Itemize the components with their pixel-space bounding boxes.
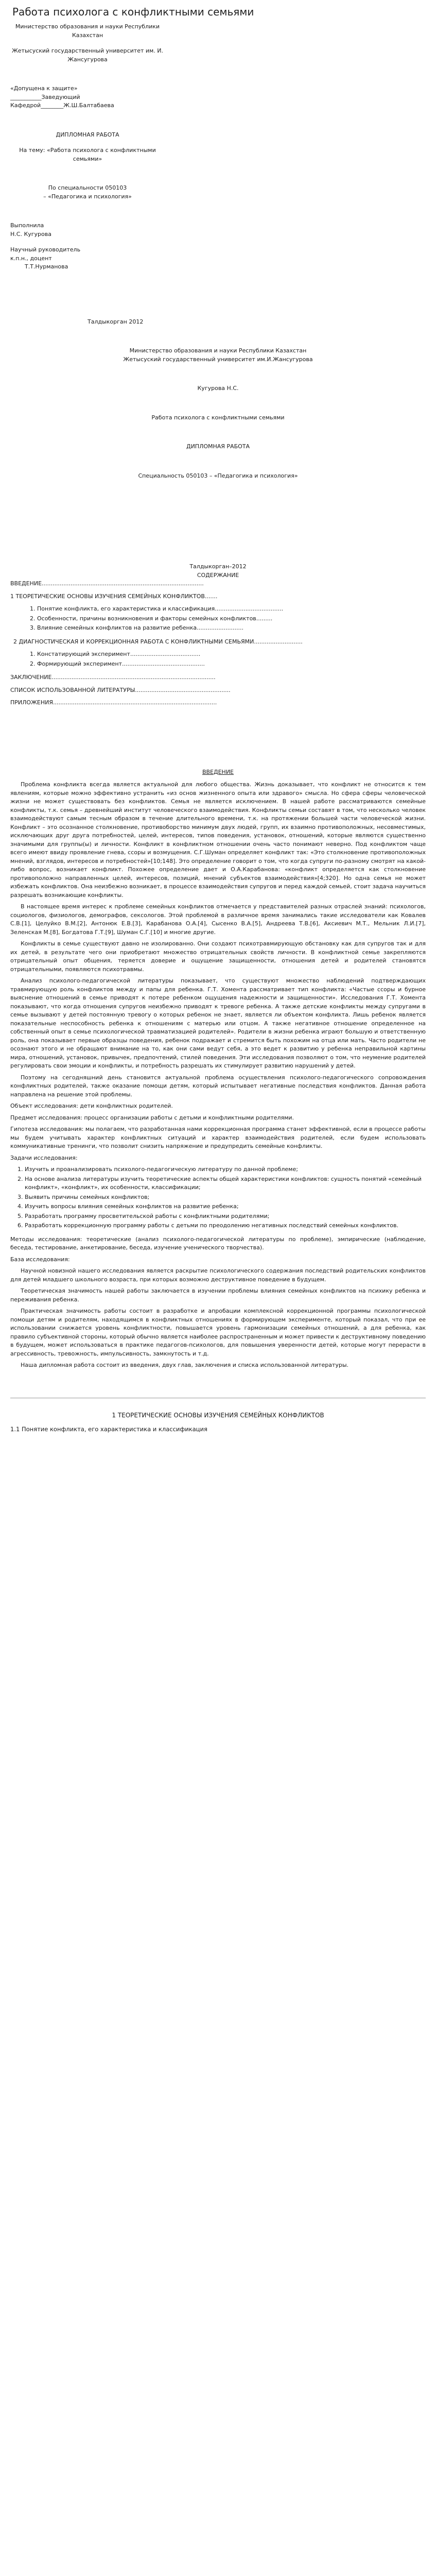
research-subject: Предмет исследования: процесс организации работы с детьми и конфликтными родителями. bbox=[10, 1114, 294, 1121]
chapter-1 bbox=[10, 1411, 426, 1434]
section-1-1-heading: 1.1 Понятие конфликта, его характеристика и классификация bbox=[10, 1425, 207, 1433]
research-object: Объект исследования: дети конфликтных родителей. bbox=[10, 1103, 173, 1109]
specialty-label: По специальности 050103 bbox=[48, 184, 127, 191]
toc-item-2-1[interactable]: 1. Констатирующий эксперимент....................................... bbox=[37, 650, 426, 659]
research-base: База исследования: bbox=[10, 1256, 70, 1263]
supervisor-label: Научный руководитель bbox=[10, 246, 81, 253]
list-item: 4. Изучить вопросы влияния семейных конфликтов на развитие ребенка; bbox=[25, 1202, 426, 1211]
supervisor-name: Т.Т.Нурманова bbox=[25, 263, 68, 270]
toc-chapter-1[interactable]: 1 ТЕОРЕТИЧЕСКИЕ ОСНОВЫ ИЗУЧЕНИЯ СЕМЕЙНЫХ КОНФЛИКТОВ....... bbox=[10, 592, 218, 600]
intro-paragraph: В настоящее время интерес к проблеме семейных конфликтов отмечается у представителей разных отраслей знаний: психологов, социологов, физиологов, демографов, сексологов. Этой проблемой в различное время занимались такие исследователи как Ковалев С.В.[1], Целуйко В.М.[2], Антонюк Е.В.[3], Карабанова О.А.[4], Сысенко В.А.[5], Андреева Т.В.[6], Аксиевич М.Т., Мельник Л.И.[7], Зеленская М.[8], Богдатова Г.Т.[9], Шуман С.Г.[10] и многие другие. bbox=[10, 903, 426, 936]
document-page bbox=[10, 0, 426, 1458]
head-line: ___________Заведующий bbox=[10, 93, 80, 100]
performer-name: Н.С. Кугурова bbox=[10, 230, 51, 238]
toc-item-1-2[interactable]: 2. Особенности, причины возникновения и факторы семейных конфликтов......... bbox=[37, 615, 426, 623]
chapter-1-heading: 1 ТЕОРЕТИЧЕСКИЕ ОСНОВЫ ИЗУЧЕНИЯ СЕМЕЙНЫХ КОНФЛИКТОВ bbox=[112, 1411, 324, 1419]
list-item: 6. Разработать коррекционную программу работы с детьми по преодолению негативных последствий семейных конфликтов. bbox=[25, 1222, 426, 1230]
toc-conclusion[interactable]: ЗАКЛЮЧЕНИЕ........................................................................................... bbox=[10, 674, 216, 681]
toc-chapter-1-items bbox=[29, 605, 426, 633]
intro-paragraph: Проблема конфликта всегда является актуальной для любого общества. Жизнь доказывает, что конфликт не относится к тем явлениям, которые можно эффективно устранить «из основ жизненного опыта или здравого» смысла. Но сфера сферы человеческой жизни не может существовать без конфликтов. Семья не является исключением. В нашей работе рассматриваются семейные конфликты, т.к. семья – древнейший институт человеческого взаимодействия. Конфликты семьи составят в том, что несколько человек взаимодействуют самым тесным образом в течение длительного времени, т.к. на протяжении большей части человеческой жизни. Конфликт – это осознанное столкновение, противоборство минимум двух людей, групп, их взаимно противоположных, несовместимых, исключающих друг друга потребностей, целей, интересов, типов поведения, установок, отношений, которые являются существенно значимыми для группы(ы) и личности. Конфликт в конфликтном отношении очень часто понимают неверно. Под конфликтом чаще всего имеют ввиду проявление гнева, ссоры и возмущения. С.Г.Шуман определяет конфликт так: «Это столкновение противоположных мнений, взглядов, интересов и потребностей»[10;148]. Это определение говорит о том, что когда супруги по-разному смотрят на какой-либо вопрос, возникает конфликт. Похожее определение дает и О.А.Карабанова: «конфликт определяется как столкновение противоположно направленных целей, интересов, позиций, мнений субъектов взаимодействия»[4;320]. Но одна семья не может избежать конфликтов. Она неизбежно возникает, в процессе взаимодействия супругов и перед каждой семьей, стоит задача научиться разрешать возникающие конфликты. bbox=[10, 781, 426, 899]
ministry-name: Министерство образования и науки Республики Казахстан bbox=[15, 23, 160, 39]
work-type-2: ДИПЛОМНАЯ РАБОТА bbox=[186, 443, 250, 450]
table-of-contents bbox=[10, 571, 426, 707]
toc-heading: СОДЕРЖАНИЕ bbox=[197, 571, 239, 579]
title-page bbox=[10, 23, 426, 326]
admit-label: «Допущена к защите» bbox=[10, 85, 78, 92]
toc-chapter-2-items bbox=[29, 650, 426, 668]
specialty-name: – «Педагогика и психология» bbox=[43, 193, 132, 200]
intro-paragraph: Конфликты в семье существуют давно не изолированно. Они создают психотравмирующую обстановку как для супругов так и для их детей, в результате чего они приобретают множество отрицательных свойств личности. В конфликтной семье закрепляются отрицательный опыт общения, теряется доверие и ощущение защищенности, отношения детей и родителей становятся отрицательными, появляются психотравмы. bbox=[10, 940, 426, 973]
city-year: Талдыкорган 2012 bbox=[88, 318, 144, 325]
work-topic: На тему: «Работа психолога с конфликтными семьями» bbox=[19, 147, 156, 162]
university-name-2: Жетысуский государственный университет им.И.Жансугурова bbox=[123, 355, 313, 363]
research-hypothesis: Гипотеза исследования: мы полагаем, что разработанная нами коррекционная программа станет эффективной, если в процессе работы мы будем учитывать характер конфликтных ситуаций и характер взаимодействия родителей, если будем использовать коммуникативные тренинги, что позволит снизить напряжение и предупредить семейные конфликты. bbox=[10, 1126, 426, 1149]
toc-chapter-2[interactable]: 2 ДИАГНОСТИЧЕСКАЯ И КОРРЕКЦИОННАЯ РАБОТА С КОНФЛИКТНЫМИ СЕМЬЯМИ........................... bbox=[13, 638, 303, 645]
list-item: 1. Изучить и проанализировать психолого-педагогическую литературу по данной проблеме; bbox=[25, 1165, 426, 1174]
toc-appendix[interactable]: ПРИЛОЖЕНИЯ........................................................................................... bbox=[10, 699, 217, 706]
ministry-name-2: Министерство образования и науки Республики Казахстан bbox=[129, 347, 307, 354]
toc-item-2-2[interactable]: 2. Формирующий эксперимент.............................................. bbox=[37, 660, 426, 669]
intro-paragraph: Анализ психолого-педагогической литературы показывает, что существуют множество наблюдений подтверждающих травмирующую роль конфликтов между и папы для ребенка. Г.Т. Хомента рассматривает тип конфликта: «Частые ссоры и бурное выяснение отношений в семье приводят к потере ребенком ощущения надежности и защищенности». Исследования Г.Т. Хомента показывают, что когда отношения супругов неизбежно приводят к тревоге ребенка. А также детские конфликты между супругами в семье вызывают у детей постоянную тревогу о которых ребенок не знает, является ли объектом конфликта. Лишь ребенок является показательные неспособность ребенка к отношениям с матерью или отцом. А также негативное отношение определенное на собственный опыт в семье психологической травматизацией родителей». Родители в жизни ребенка играют большую и ответственную роль, она показывает первые образцы поведения, ребенок подражает и стремится быть похожим на отца или мать. Часто родители не осознают этого и не обращают внимание на то, как они сами ведут себя, а это ведет к развитию у ребенка неправильной картины мира, отношений, установок, привычек, предпочтений, стилей поведения. Эти исследования позволяют о том, что неумение родителей регулировать свои эмоции и конфликты, и потребность разрешать их стимулирует развитию нарушений у детей. bbox=[10, 977, 426, 1069]
toc-item-1-1[interactable]: 1. Понятие конфликта, его характеристика и классификация...................................... bbox=[37, 605, 426, 614]
university-name: Жетысуский государственный университет им. И. Жансугурова bbox=[11, 47, 164, 63]
list-item: 2. На основе анализа литературы изучить теоретические аспекты общей характеристики конфликтов: сущность понятий «семейный конфликт», «конфликт», их особенности, классификации; bbox=[25, 1175, 426, 1192]
practical-significance: Практическая значимость работы состоит в разработке и апробации комплексной коррекционной программы психологической помощи детям и родителям, находящимся в конфликтных отношениях в формирующем эксперименте, который показал, что при ее использовании снижается уровень конфликтности, повышается уровень гармонизации семейных отношений, а для ребенка, как правило субъективной стороны, который обычно является наиболее распространенным и может привести к деструктивному поведению в будущем, может использоваться в практике педагогов-психологов, для повышения уверенности детей, которые могут перерасти в агрессивность, тревожность, импульсивность, замкнутость и т.д. bbox=[10, 1308, 426, 1357]
supervisor-degree: к.п.н., доцент bbox=[10, 255, 52, 262]
research-tasks-label: Задачи исследования: bbox=[10, 1154, 78, 1161]
research-tasks-list bbox=[25, 1165, 426, 1230]
toc-bibliography[interactable]: СПИСОК ИСПОЛЬЗОВАННОЙ ЛИТЕРАТУРЫ..................................................... bbox=[10, 686, 231, 693]
research-novelty: Научной новизной нашего исследования является раскрытие психологического содержания последствий родительских конфликтов для детей младшего школьного возраста, при которых возможно деструктивное поведение в будущем. bbox=[10, 1267, 426, 1283]
research-methods: Методы исследования: теоретические (анализ психолого-педагогической литературы по проблеме), эмпирические (наблюдение, беседа, тестирование, анкетирование, беседа, изучение ученического творчества). bbox=[10, 1235, 426, 1251]
work-topic-2: Работа психолога с конфликтными семьями bbox=[151, 414, 285, 421]
toc-item-1-3[interactable]: 3. Влияние семейных конфликтов на развитие ребенка.......................... bbox=[37, 624, 426, 633]
intro-heading: ВВЕДЕНИЕ bbox=[202, 768, 234, 775]
specialty-2: Специальность 050103 – «Педагогика и психология» bbox=[138, 472, 298, 479]
work-type: ДИПЛОМНАЯ РАБОТА bbox=[56, 131, 119, 138]
intro-paragraph: Поэтому на сегодняшний день становится актуальной проблема осуществления психолого-педагогического сопровождения конфликтных родителей, также оказание помощи детям, который испытывает негативные последствия конфликтов. Данная работа направлена на решение этой проблемы. bbox=[10, 1074, 426, 1098]
work-structure: Наша дипломная работа состоит из введения, двух глав, заключения и списка использованной литературы. bbox=[21, 1362, 349, 1368]
document-title: Работа психолога с конфликтными семьями bbox=[12, 6, 254, 18]
performer-label: Выполнила bbox=[10, 222, 44, 229]
list-item: 3. Выявить причины семейных конфликтов; bbox=[25, 1193, 426, 1202]
city-year-2: Талдыкорган–2012 bbox=[189, 563, 247, 570]
title-page-2 bbox=[10, 347, 426, 571]
toc-intro[interactable]: ВВЕДЕНИЕ.......................................................................................... bbox=[10, 580, 204, 587]
list-item: 5. Разработать программу просветительской работы с конфликтными родителями; bbox=[25, 1212, 426, 1221]
introduction bbox=[10, 768, 426, 1370]
theoretical-significance: Теоретическая значимость нашей работы заключается в изучении проблемы влияния семейных конфликтов на психику ребенка и переживания ребенка. bbox=[10, 1287, 426, 1303]
author-name: Кугурова Н.С. bbox=[197, 385, 239, 392]
dept-line: Кафедрой________Ж.Ш.Балтабаева bbox=[10, 102, 114, 109]
